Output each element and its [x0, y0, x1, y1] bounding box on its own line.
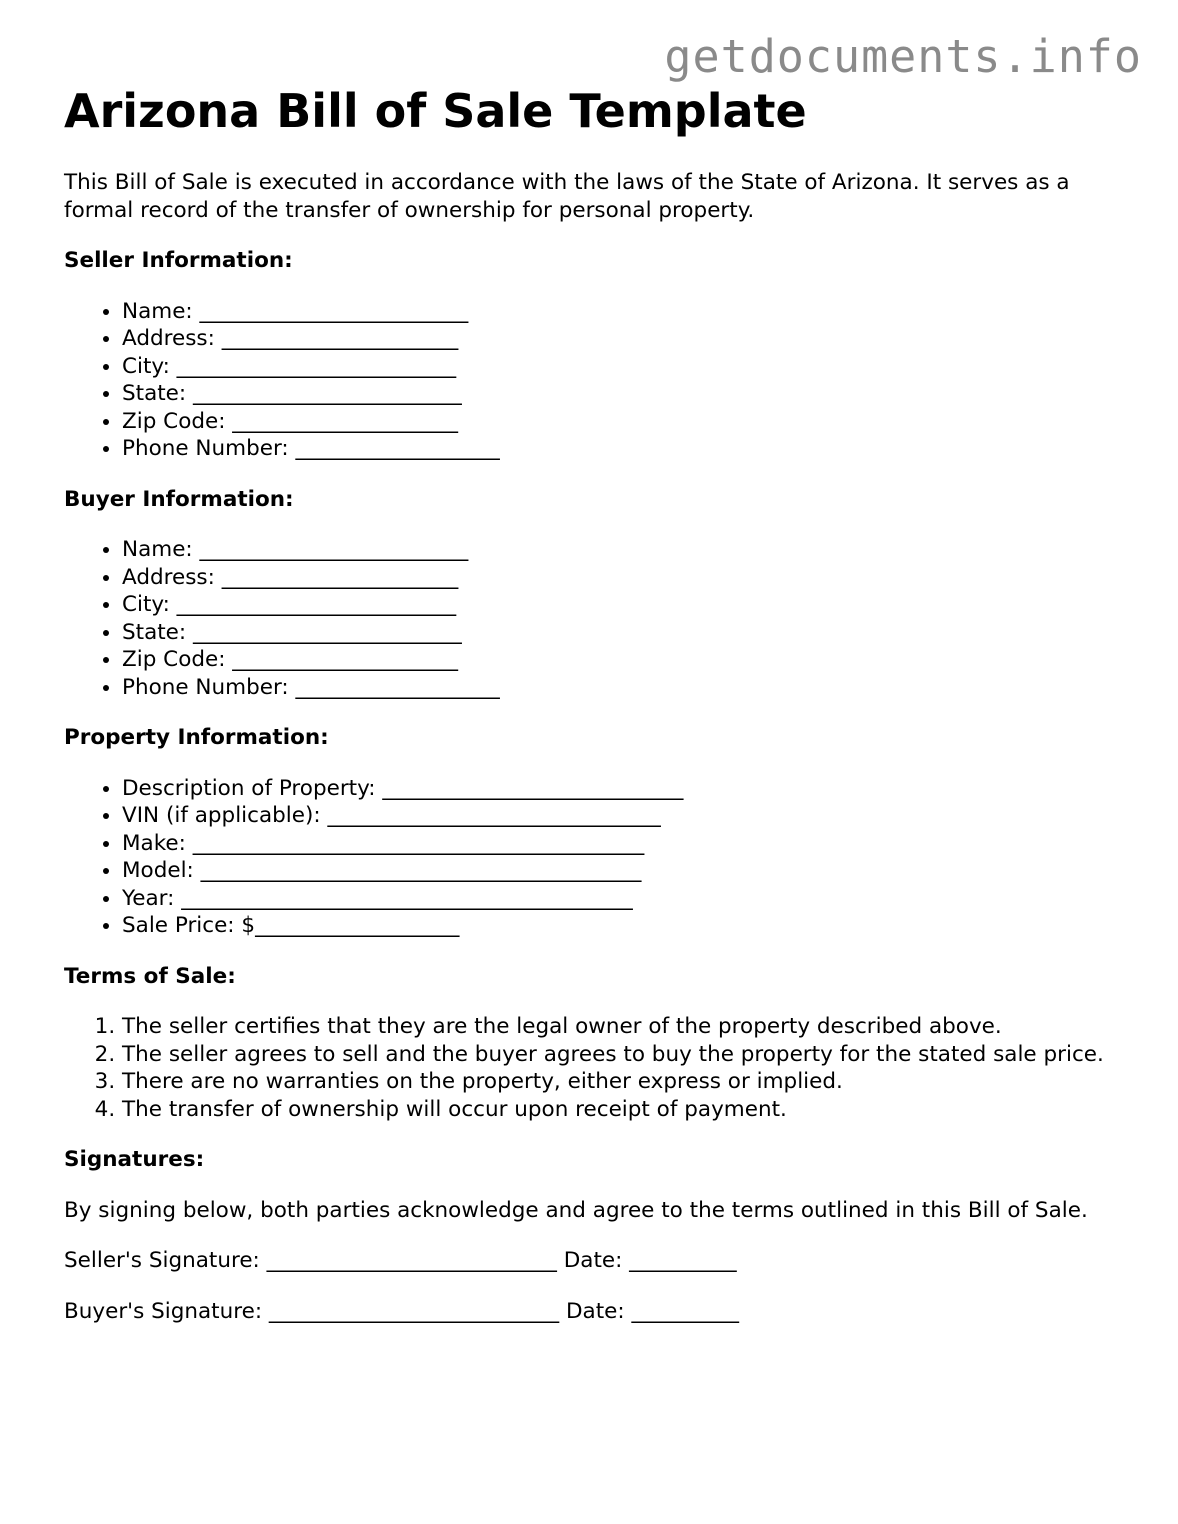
property-make-field: • Make: __________________________________________ [122, 830, 1114, 858]
seller-fields-list [64, 298, 1114, 463]
property-description-field: • Description of Property: ____________________________ [122, 775, 1114, 803]
property-fields-list [64, 775, 1114, 940]
property-price-field: • Sale Price: $___________________ [122, 912, 1114, 940]
buyer-signature-line: Buyer's Signature: ___________________________ Date: __________ [64, 1298, 739, 1324]
buyer-zip-field: • Zip Code: _____________________ [122, 646, 1114, 674]
seller-signature-line: Seller's Signature: ___________________________ Date: __________ [64, 1248, 737, 1273]
document-body [64, 82, 1114, 1325]
signatures-intro: By signing below, both parties acknowledge and agree to the terms outlined in this Bill of Sale. [64, 1197, 1088, 1223]
buyer-address-field: • Address: ______________________ [122, 564, 1114, 592]
terms-heading: Terms of Sale: [64, 963, 236, 989]
buyer-fields-list [64, 536, 1114, 701]
watermark: getdocuments.info [664, 30, 1142, 83]
buyer-state-field: • State: _________________________ [122, 619, 1114, 647]
buyer-phone-field: • Phone Number: ___________________ [122, 674, 1114, 702]
seller-city-field: • City: __________________________ [122, 353, 1114, 381]
terms-item: 3. There are no warranties on the property, either express or implied. [122, 1068, 1114, 1096]
property-vin-field: • VIN (if applicable): _______________________________ [122, 802, 1114, 830]
buyer-city-field: • City: __________________________ [122, 591, 1114, 619]
terms-list [64, 1013, 1114, 1123]
buyer-name-field: • Name: _________________________ [122, 536, 1114, 564]
page-title: Arizona Bill of Sale Template [64, 84, 807, 138]
seller-state-field: • State: _________________________ [122, 380, 1114, 408]
intro-paragraph: This Bill of Sale is executed in accordance with the laws of the State of Arizona. It serves as a formal record of the transfer of ownership for personal property. [64, 170, 1070, 223]
seller-zip-field: • Zip Code: _____________________ [122, 408, 1114, 436]
terms-item: 2. The seller agrees to sell and the buyer agrees to buy the property for the stated sale price. [122, 1041, 1114, 1069]
buyer-heading: Buyer Information: [64, 486, 294, 512]
terms-item: 4. The transfer of ownership will occur upon receipt of payment. [122, 1096, 1114, 1124]
signatures-heading: Signatures: [64, 1147, 205, 1172]
property-model-field: • Model: _________________________________________ [122, 857, 1114, 885]
seller-name-field: • Name: _________________________ [122, 298, 1114, 326]
property-year-field: • Year: __________________________________________ [122, 885, 1114, 913]
property-heading: Property Information: [64, 725, 329, 750]
seller-phone-field: • Phone Number: ___________________ [122, 435, 1114, 463]
terms-item: 1. The seller certifies that they are the legal owner of the property described above. [122, 1013, 1114, 1041]
seller-heading: Seller Information: [64, 248, 293, 273]
seller-address-field: • Address: ______________________ [122, 325, 1114, 353]
